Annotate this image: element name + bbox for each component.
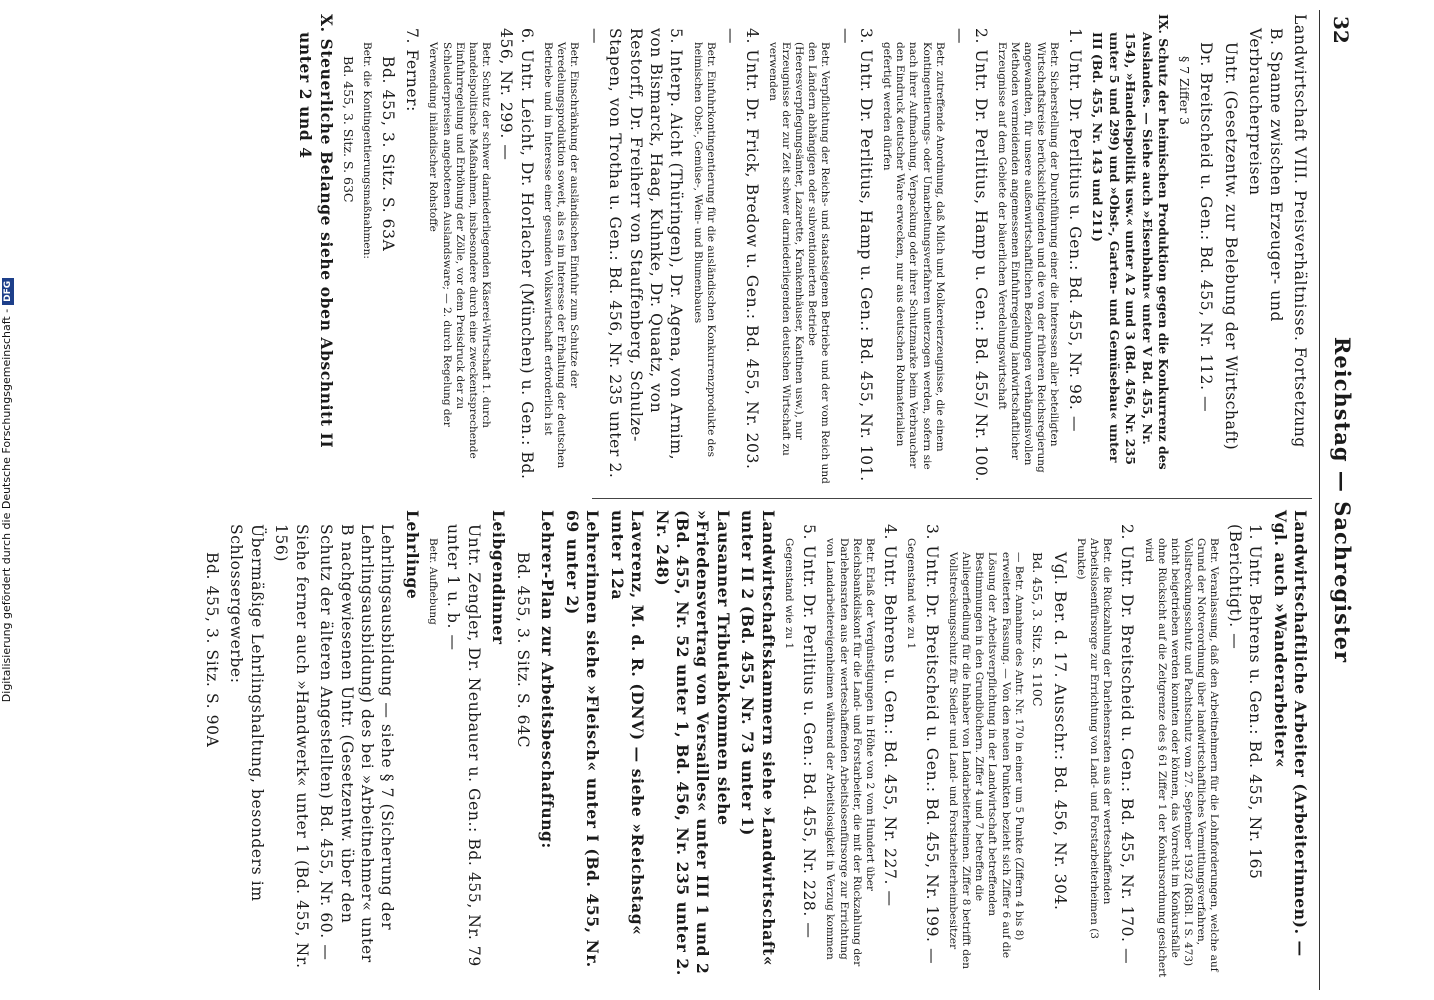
index-entry: 5. Untr. Dr. Perlitius u. Gen.: Bd. 455, Nr. 228. —	[800, 524, 819, 939]
index-entry: 2. Untr. Dr. Perlitius, Hamp u. Gen.: Bd. 455/ Nr. 100. —	[951, 28, 990, 483]
index-entry: Gegenstand wie zu 1	[905, 538, 918, 650]
index-entry: Untr. Zengler, Dr. Neubauer u. Gen.: Bd. 455, Nr. 79 unter 1 u. b. —	[444, 524, 483, 967]
index-entry: 4. Untr. Dr. Frick, Bredow u. Gen.: Bd. 455, Nr. 203. —	[722, 28, 761, 470]
index-entry: Bd. 455, 3. Sitz. S. 110C	[1030, 552, 1046, 707]
index-entry: Lehrer-Plan zur Arbeitsbeschaffung:	[538, 510, 558, 849]
index-entry: Betr. Erlaß der Vergünstigungen in Höhe von 2 vom Hundert über Reichsbankdiskont für die Land- und Forstarbeiter, die mit der Rückzahlung der Darlehensraten aus der werteschaffenden Arbeitslosenfürsorge zur Errichtung von Landarbeitereigenheimen während der Arbeitslosigkeit in Verzug kommen	[824, 538, 876, 967]
page-number: 32	[1329, 16, 1353, 44]
index-entry: Bd. 455, 3. Sitz. S. 63C	[341, 56, 357, 203]
index-entry: 5. Interp. Aicht (Thüringen), Dr. Agena, von Arnim, von Bismarck, Haag, Kuhnke, Dr. Quaatz, von Restorff, Dr. Freiherr von Stauffenberg, Schulze-Stapen, von Trotha u. Gen.: Bd. 456, Nr. 235 unter 2. —	[585, 28, 686, 479]
index-entry: — Betr. Annahme des Antr. Nr. 170 in einer um 5 Punkte (Ziffern 4 bis 8) erweiterten Fassung. — Von den neuen Punkten bezieht sich Ziffer 6 auf die Lösung der Arbeitsverpflichtung in der Landwirtschaft betreffenden Bestimmungen in den Grundbüchern. Ziffer 4 und 7 betreffen die Anliegerfiedlung für die Inhaber von Landarbeiterheimen. Ziffer 8 betrifft den Vollstreckungsschutz für Siedler und Land- und Forstarbeiterheimbesitzer	[947, 552, 1025, 969]
index-entry: X. Steuerliche Belange siehe oben Abschnitt II unter 2 und 4	[296, 14, 336, 449]
index-entry: 6. Untr. Leicht, Dr. Horlacher (München) u. Gen.: Bd. 456, Nr. 299. —	[497, 28, 536, 480]
credit-text: Digitalisierung gefördert durch die Deutsche Forschungsgemeinschaft -	[0, 308, 13, 703]
index-entry: Landwirtschaftskammern siehe »Landwirtschaft« unter II 2 (Bd. 455, Nr. 73 unter 1)	[738, 510, 778, 967]
index-entry: 2. Untr. Dr. Breitscheid u. Gen.: Bd. 455, Nr. 170. —	[1118, 524, 1137, 965]
index-entry: Betr. Sicherstellung der Durchführung einer die Interessen aller beteiligten Wirtschaftskreise berücksichtigenden und die von der früheren Reichsregierung angewandten, für unsere außenwirtschaftlichen Beziehungen verhängnisvollen Methoden vermeidenden angemessenen Einfuhrregelung landwirtschaftlicher Erzeugnisse auf dem Gebiete der bäuerlichen Veredelungswirtschaft	[995, 42, 1061, 473]
index-entry: B. Spanne zwischen Erzeuger- und Verbraucherpreisen	[1246, 28, 1285, 322]
page-header	[1319, 10, 1360, 990]
index-entry: Lausanner Tributabkommen siehe »Friedensvertrag von Versailles« unter III 1 und 2 (Bd. 455, Nr. 52 unter 1, Bd. 456, Nr. 235 unter 2. Nr. 248)	[652, 510, 733, 976]
index-entry: Lehrlingsausbildung — siehe § 7 (Sicherung der Lehrlingsausbildung) des bei »Arbeitnehmer« unter B nachgewiesenen Untr. (Gesetzentw. über den Schutz der älteren Angestellten) Bd. 455, Nr. 60. —	[317, 524, 397, 963]
index-entry: 3. Untr. Dr. Perlitius, Hamp u. Gen.: Bd. 455, Nr. 101. —	[836, 28, 876, 482]
index-entry: Vgl. Ber. d. 17. Ausschr.: Bd. 456, Nr. 304.	[1050, 552, 1069, 911]
index-entry: Untr. (Gesetzentw. zur Belebung der Wirtschaft)	[1221, 42, 1240, 451]
index-entry: Lehrerinnen siehe »Fleisch« unter I (Bd. 455, Nr. 69 unter 2)	[562, 510, 603, 968]
index-entry: Bd. 455, 3. Sitz. S. 64C	[513, 552, 532, 749]
column-divider	[592, 498, 1312, 499]
dfg-logo: DFG	[2, 278, 14, 305]
digitization-credit	[0, 0, 20, 980]
index-entry: Betr. zutreffende Anordnung, daß Milch und Molkereierzeugnisse, die einem Kontingentierungs- oder Umarbeitungsverfahren unterzogen werden, sofern sie nach ihrer Aufmachung, Verpackung oder ihrer Schutzmarke beim Verbraucher den Eindruck deutscher Ware erwecken, nur aus deutschen Rohmaterialien gefertigt werden dürfen	[881, 42, 946, 470]
index-entry: Bd. 455, 3. Sitz. S. 63A	[378, 56, 397, 252]
index-entry: 1. Untr. Dr. Perlitius u. Gen.: Bd. 455, Nr. 98. —	[1065, 28, 1084, 433]
index-entry: Lehrlinge	[402, 510, 422, 600]
index-entry: Gegenstand wie zu 1	[782, 538, 795, 650]
index-entry: 7. Ferner:	[403, 28, 422, 112]
index-entry: 4. Untr. Behrens u. Gen.: Bd. 455, Nr. 227. —	[881, 524, 900, 907]
index-entry: 1. Untr. Behrens u. Gen.: Bd. 455, Nr. 165 (Berichtigt). —	[1225, 524, 1265, 880]
index-entry: IX. Schutz der heimischen Produktion gegen die Konkurrenz des Auslandes. — Siehe auch »Eisenbahn« unter V Bd. 455, Nr. 154), »Handelspolitik usw.« unter A 2 und 3 (Bd. 456, Nr. 235 unter 5 und 299) und »Obst-, Garten- und Gemüsebau« unter III (Bd. 455, Nr. 143 und 211)	[1090, 14, 1172, 470]
index-entry: Betr. Einfuhrkontingentierung für die ausländischen Konkurrenzprodukte des heimischen Obst-, Gemüse-, Wein- und Blumenbaues	[691, 42, 717, 457]
index-entry: Leibgendinner	[489, 510, 509, 645]
index-entry: Siehe ferner auch »Handwerk« unter 1 (Bd. 455, Nr. 156)	[272, 524, 311, 969]
index-entry: Betr. die Rückzahlung der Darlehensraten aus der werteschaffenden Arbeitslosenfürsorge zur Errichtung von Land- und Forstarbeiterheimen (3 Punkte)	[1074, 538, 1113, 939]
index-entry: Bd. 455, 3. Sitz. S. 90A	[202, 552, 221, 748]
running-title: Reichstag — Sachregister	[1330, 336, 1355, 664]
index-entry: Betr. die Kontingentierungsmaßnahmen:	[361, 42, 374, 259]
index-entry: Betr. Veranlassung, daß den Arbeitnehmern für die Lohnforderungen, welche auf Grund der Notverordnung über landwirtschaftliches Vermittlungsverfahren, Vollstreckungsschutz und Pachtschutz vom 27. September 1932 (RGBl. I S. 473) nicht beigetrieben werden konnten oder können, das Vorrecht im Konkursfalle ohne Rücksicht auf die Zeitgrenze des § 61 Ziffer 1 der Konkursordnung gesichert wird	[1142, 538, 1221, 978]
index-entry: Betr. Schutz der schwer darniederliegenden Käserei-Wirtschaft 1. durch handelspolitische Maßnahmen, insbesondere durch eine zweckentsprechende Einfuhrregelung und Erhöhung der Zölle, vor dem Preisdruck der zu Schleuderpreisen angebotenen Auslandsware; — 2. durch Regelung der Verwendung inländischer Rohstoffe	[427, 42, 492, 459]
right-column	[197, 510, 1310, 980]
index-entry: § 7 Ziffer 3	[1176, 56, 1192, 126]
index-entry: Landwirtschaftliche Arbeiter (Arbeiterinnen). — Vgl. auch »Wanderarbeiter«	[1270, 510, 1310, 957]
index-entry: Betr. Aufhebung	[427, 538, 439, 625]
index-entry: Übermäßige Lehrlingshaltung, besonders im Schlossergewerbe:	[227, 524, 266, 902]
index-entry: Betr. Verpflichtung der Reichs- und staatseigenen Betriebe und der vom Reich und den Ländern abhängigen oder subventionierten Betriebe (Heeresverpflegungsämter, Lazarette, Krankenhäuser, Kantinen usw.), nur Erzeugnisse der zur Zeit schwer darniederliegenden deutschen Wirtschaft zu verwenden	[766, 42, 832, 484]
index-entry: 3. Untr. Dr. Breitscheid u. Gen.: Bd. 455, Nr. 199. —	[922, 524, 941, 965]
index-entry: Landwirtschaft VIII. Preisverhältnisse. Fortsetzung	[1291, 14, 1309, 448]
left-column	[291, 14, 1310, 484]
index-entry: Dr. Breitscheid u. Gen.: Bd. 455, Nr. 112. —	[1197, 42, 1216, 413]
index-entry: Betr. Einschränkung der ausländischen Einfuhr zum Schutze der Veredelungsproduktion soweit, als es im Interesse der Erhaltung der deutschen Betriebe und im Interesse einer gesunden Volkswirtschaft erforderlich ist	[541, 42, 581, 469]
rotated-sheet	[60, 10, 1360, 990]
index-entry: Laverenz, M. d. R. (DNV) — siehe »Reichstag« unter 12a	[607, 510, 648, 936]
